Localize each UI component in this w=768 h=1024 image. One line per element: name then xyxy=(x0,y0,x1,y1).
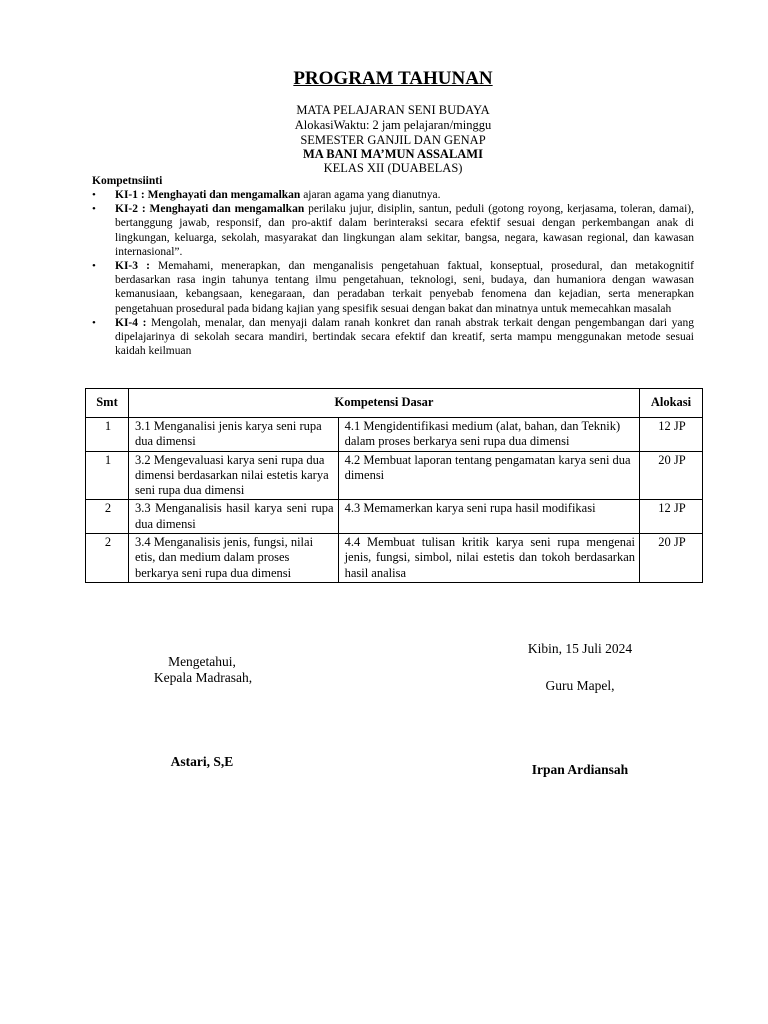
bullet-icon: • xyxy=(92,203,96,216)
page-title: PROGRAM TAHUNAN xyxy=(293,68,493,89)
cell-kd3: 3.3 Menganalisis hasil karya seni rupa dua dimensi xyxy=(128,500,338,534)
cell-smt: 1 xyxy=(86,418,129,452)
header-kompetensi-dasar: Kompetensi Dasar xyxy=(128,389,639,418)
ki-text: ajaran agama yang dianutnya. xyxy=(300,189,441,201)
cell-kd3: 3.1 Menganalisi jenis karya seni rupa dua dimensi xyxy=(128,418,338,452)
bullet-icon: • xyxy=(92,260,96,273)
ki-bold-text: Menghayati dan mengamalkan xyxy=(149,203,305,216)
signature-right-role: Guru Mapel, xyxy=(545,678,615,693)
cell-kd4: 4.1 Mengidentifikasi medium (alat, bahan, dan Teknik) dalam proses berkarya seni rupa dua dimensi xyxy=(338,418,639,452)
ki-code: KI-2 : xyxy=(115,203,150,216)
table-row xyxy=(86,451,703,500)
table-row xyxy=(86,418,703,452)
subject-line: MATA PELAJARAN SENI BUDAYA xyxy=(296,103,490,117)
signature-date: Kibin, 15 Juli 2024 xyxy=(527,641,633,656)
cell-alokasi: 20 JP xyxy=(640,534,703,583)
kompetensi-inti-heading: Kompetnsiinti xyxy=(92,175,163,187)
ki-item xyxy=(92,202,694,259)
bullet-icon: • xyxy=(92,189,96,201)
cell-smt: 2 xyxy=(86,534,129,583)
kompetensi-dasar-table xyxy=(85,388,703,583)
header-smt: Smt xyxy=(86,389,129,418)
table-row xyxy=(86,534,703,583)
ki-text: Memahami, menerapkan, dan menganalisis pengetahuan faktual, konseptual, prosedural, dan metakognitif berdasarkan rasa ingin tahunya tentang ilmu pengetahuan, teknologi, seni, budaya, dan humaniora dengan wawasan kemanusiaan, kebangsaan, kenegaraan, dan peradaban terkait penyebab fenomena dan kejadian, serta menerapkan pengetahuan prosedural pada bidang kajian yang spesifik sesuai dengan bakat dan minatnya untuk memecahkan masalah xyxy=(115,260,694,315)
cell-kd4: 4.4 Membuat tulisan kritik karya seni rupa mengenai jenis, fungsi, simbol, nilai estetis dan tokoh berdasarkan hasil analisa xyxy=(338,534,639,583)
bullet-icon: • xyxy=(92,316,96,329)
class-line: KELAS XII (DUABELAS) xyxy=(323,161,463,175)
cell-smt: 2 xyxy=(86,500,129,534)
ki-code: KI-3 : xyxy=(115,260,158,273)
signature-right-name: Irpan Ardiansah xyxy=(531,762,629,777)
ki-text: Mengolah, menalar, dan menyaji dalam ranah konkret dan ranah abstrak terkait dengan pengembangan dari yang dipelajarinya di sekolah secara mandiri, bertindak secara efektif dan kreatif, serta mampu menggunakan metode sesuai kaidah keilmuan xyxy=(115,316,694,358)
signature-left-name: Astari, S,E xyxy=(170,754,234,769)
semester-line: SEMESTER GANJIL DAN GENAP xyxy=(300,133,486,147)
cell-alokasi: 20 JP xyxy=(640,451,703,500)
cell-alokasi: 12 JP xyxy=(640,500,703,534)
ki-code: KI-4 : xyxy=(115,316,151,329)
cell-kd4: 4.3 Memamerkan karya seni rupa hasil modifikasi xyxy=(338,500,639,534)
table-row xyxy=(86,500,703,534)
cell-kd4: 4.2 Membuat laporan tentang pengamatan karya seni dua dimensi xyxy=(338,451,639,500)
school-name: MA BANI MA’MUN ASSALAMI xyxy=(303,147,483,161)
cell-alokasi: 12 JP xyxy=(640,418,703,452)
cell-kd3: 3.2 Mengevaluasi karya seni rupa dua dimensi berdasarkan nilai estetis karya seni rupa dua dimensi xyxy=(128,451,338,500)
time-allocation-line: AlokasiWaktu: 2 jam pelajaran/minggu xyxy=(294,118,492,132)
signature-left-line1: Mengetahui, xyxy=(168,654,236,669)
kompetensi-inti-list xyxy=(92,188,694,358)
ki-item xyxy=(92,316,694,359)
ki-item xyxy=(92,188,694,202)
ki-bold-text: Menghayati dan mengamalkan xyxy=(147,189,301,201)
cell-smt: 1 xyxy=(86,451,129,500)
signature-left-line2: Kepala Madrasah, xyxy=(153,670,253,685)
table-header-row xyxy=(86,389,703,418)
ki-item xyxy=(92,259,694,316)
cell-kd3: 3.4 Menganalisis jenis, fungsi, nilai etis, dan medium dalam proses berkarya seni rupa dua dimensi xyxy=(128,534,338,583)
ki-text: perilaku jujur, disiplin, santun, peduli (gotong royong, kerjasama, toleran, damai), bertanggung jawab, responsif, dan pro-aktif dalam berinteraksi secara efektif sesuai dengan perkembangan anak di lingkungan, keluarga, sekolah, masyarakat dan lingkungan alam sekitar, bangsa, negara, kawasan regional, dan kawasan internasional”. xyxy=(115,203,694,258)
ki-code: KI-1 : xyxy=(115,189,148,201)
header-alokasi: Alokasi xyxy=(640,389,703,418)
